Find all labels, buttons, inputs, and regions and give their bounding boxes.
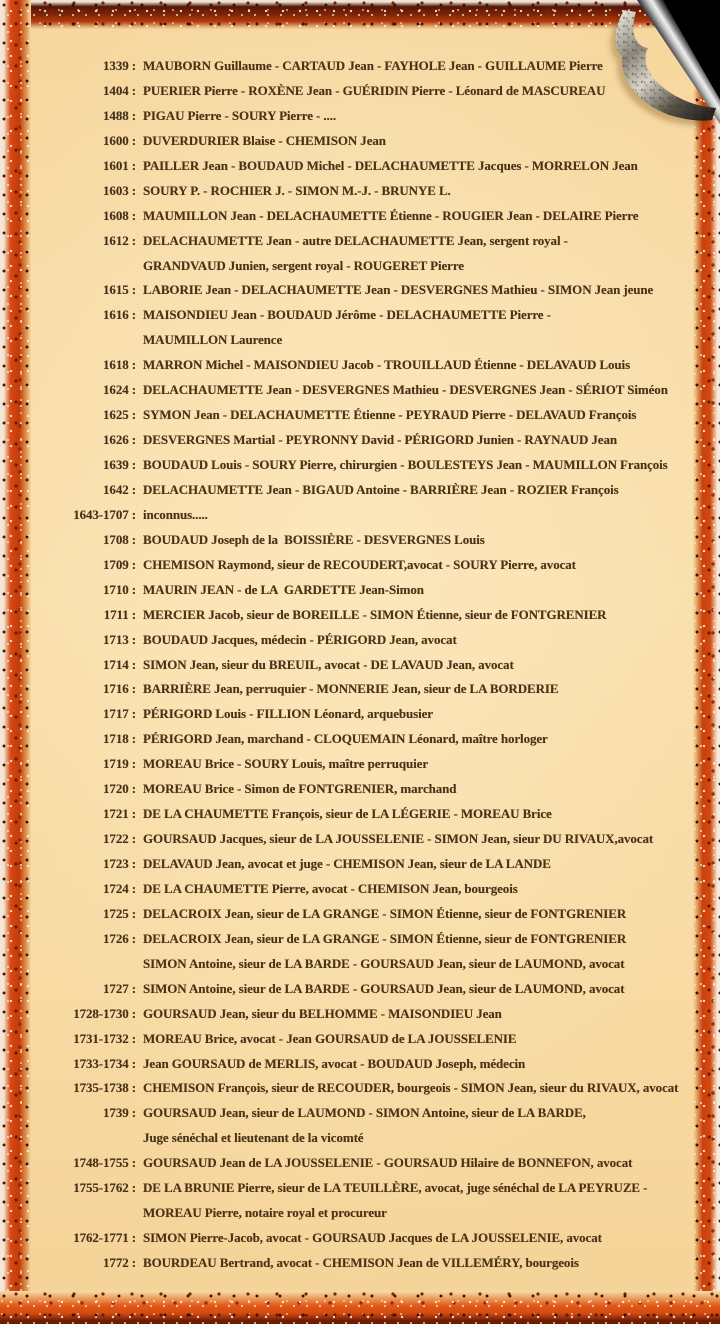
names-text: inconnus..... xyxy=(143,506,208,522)
year-label: 1615 : xyxy=(103,282,136,298)
year-label: 1716 : xyxy=(103,681,136,697)
names-text: GRANDVAUD Junien, sergent royal - ROUGERET Pierre xyxy=(143,257,464,273)
names-text: Jean GOURSAUD de MERLIS, avocat - BOUDAUD Joseph, médecin xyxy=(143,1055,526,1071)
list-item xyxy=(40,677,710,702)
names-text: DELACHAUMETTE Jean - autre DELACHAUMETTE Jean, sergent royal - xyxy=(143,232,568,248)
list-item xyxy=(40,1201,710,1226)
list-item xyxy=(40,1176,710,1201)
year-label: 1725 : xyxy=(103,905,136,921)
list-item xyxy=(40,578,710,603)
year-label: 1755-1762 : xyxy=(73,1180,136,1196)
names-text: MERCIER Jacob, sieur de BOREILLE - SIMON Étienne, sieur de FONTGRENIER xyxy=(143,606,607,622)
list-item xyxy=(40,977,710,1002)
list-item xyxy=(40,777,710,802)
names-text: MOREAU Pierre, notaire royal et procureur xyxy=(143,1205,387,1221)
names-text: MOREAU Brice - Simon de FONTGRENIER, marchand xyxy=(143,781,457,797)
year-label: 1711 : xyxy=(103,606,136,622)
year-label: 1488 : xyxy=(103,107,136,123)
ornate-border-bottom xyxy=(0,1291,720,1324)
list-item xyxy=(40,553,710,578)
list-item xyxy=(40,927,710,952)
year-label: 1601 : xyxy=(103,157,136,173)
list-item xyxy=(40,952,710,977)
list-item xyxy=(40,902,710,927)
year-label: 1339 : xyxy=(103,58,136,73)
names-text: SIMON Pierre-Jacob, avocat - GOURSAUD Jacques de LA JOUSSELENIE, avocat xyxy=(143,1230,602,1246)
year-label: 1714 : xyxy=(103,656,136,672)
names-text: DE LA CHAUMETTE Pierre, avocat - CHEMISON Jean, bourgeois xyxy=(143,880,518,896)
list-item xyxy=(40,303,710,328)
names-text: MAUMILLON Laurence xyxy=(143,332,283,348)
list-item xyxy=(40,503,710,528)
year-label: 1739 : xyxy=(103,1105,136,1121)
year-label: 1717 : xyxy=(103,706,136,722)
year-label: 1735-1738 : xyxy=(73,1080,136,1096)
names-text: MOREAU Brice, avocat - Jean GOURSAUD de LA JOUSSELENIE xyxy=(143,1030,517,1046)
names-text: DELACHAUMETTE Jean - BIGAUD Antoine - BARRIÈRE Jean - ROZIER François xyxy=(143,481,619,497)
year-label: 1608 : xyxy=(103,207,136,223)
list-item xyxy=(40,1101,710,1126)
names-text: SOURY P. - ROCHIER J. - SIMON M.-J. - BRUNYE L. xyxy=(143,182,451,198)
list-item xyxy=(40,628,710,653)
names-text: SYMON Jean - DELACHAUMETTE Étienne - PEYRAUD Pierre - DELAVAUD François xyxy=(143,407,637,423)
names-text: GOURSAUD Jacques, sieur de LA JOUSSELENIE - SIMON Jean, sieur DU RIVAUX,avocat xyxy=(143,831,654,847)
list-item xyxy=(40,802,710,827)
year-label xyxy=(40,952,136,977)
names-text: MARRON Michel - MAISONDIEU Jacob - TROUILLAUD Étienne - DELAVAUD Louis xyxy=(143,357,631,373)
names-text: DELAVAUD Jean, avocat et juge - CHEMISON Jean, sieur de LA LANDE xyxy=(143,856,551,871)
year-label: 1762-1771 : xyxy=(73,1230,136,1246)
names-text: GOURSAUD Jean de LA JOUSSELENIE - GOURSAUD Hilaire de BONNEFON, avocat xyxy=(143,1155,633,1171)
names-text: PÉRIGORD Jean, marchand - CLOQUEMAIN Léonard, maître horloger xyxy=(143,731,548,747)
year-label: 1603 : xyxy=(103,182,136,198)
list-item xyxy=(40,328,710,353)
year-label: 1748-1755 : xyxy=(73,1155,136,1171)
list-item xyxy=(40,229,710,254)
list-item xyxy=(40,727,710,752)
list-item xyxy=(40,1052,710,1077)
year-label: 1709 : xyxy=(103,556,136,572)
year-label: 1772 : xyxy=(103,1255,136,1270)
year-label: 1642 : xyxy=(103,481,136,497)
year-label: 1728-1730 : xyxy=(73,1005,136,1021)
year-label xyxy=(40,328,136,353)
year-label: 1719 : xyxy=(103,756,136,772)
names-text: BOURDEAU Bertrand, avocat - CHEMISON Jean de VILLEMÉRY, bourgeois xyxy=(143,1255,579,1270)
names-text: BOUDAUD Louis - SOURY Pierre, chirurgien - BOULESTEYS Jean - MAUMILLON François xyxy=(143,457,668,472)
names-text: SIMON Jean, sieur du BREUIL, avocat - DE LAVAUD Jean, avocat xyxy=(143,656,514,672)
list-item xyxy=(40,877,710,902)
year-label: 1733-1734 : xyxy=(73,1055,136,1071)
list-item xyxy=(40,204,710,229)
list-item xyxy=(40,827,710,852)
list-item xyxy=(40,179,710,204)
year-label: 1624 : xyxy=(103,382,136,398)
names-text: PÉRIGORD Louis - FILLION Léonard, arquebusier xyxy=(143,706,433,722)
names-text: MAISONDIEU Jean - BOUDAUD Jérôme - DELACHAUMETTE Pierre - xyxy=(143,307,551,323)
year-label: 1713 : xyxy=(103,631,136,647)
names-text: GOURSAUD Jean, sieur du BELHOMME - MAISONDIEU Jean xyxy=(143,1005,502,1021)
list-item xyxy=(40,702,710,727)
names-text: DE LA BRUNIE Pierre, sieur de LA TEUILLÈRE, avocat, juge sénéchal de LA PEYRUZE - xyxy=(143,1180,648,1196)
year-label: 1612 : xyxy=(103,232,136,248)
names-text: DESVERGNES Martial - PEYRONNY David - PÉRIGORD Junien - RAYNAUD Jean xyxy=(143,432,617,448)
year-label: 1731-1732 : xyxy=(73,1030,136,1046)
year-label xyxy=(40,1201,136,1226)
list-item xyxy=(40,1151,710,1176)
names-text: MAUMILLON Jean - DELACHAUMETTE Étienne - ROUGIER Jean - DELAIRE Pierre xyxy=(143,207,639,223)
year-label: 1724 : xyxy=(103,880,136,896)
names-text: DE LA CHAUMETTE François, sieur de LA LÉGERIE - MOREAU Brice xyxy=(143,806,552,822)
names-text: MOREAU Brice - SOURY Louis, maître perruquier xyxy=(143,756,428,772)
list-item xyxy=(40,1126,710,1151)
consuls-list xyxy=(40,54,710,1276)
names-text: MAUBORN Guillaume - CARTAUD Jean - FAYHOLE Jean - GUILLAUME Pierre xyxy=(143,58,603,73)
names-text: MAURIN JEAN - de LA GARDETTE Jean-Simon xyxy=(143,581,424,597)
year-label: 1625 : xyxy=(103,407,136,423)
names-text: PAILLER Jean - BOUDAUD Michel - DELACHAUMETTE Jacques - MORRELON Jean xyxy=(143,157,638,173)
list-item xyxy=(40,752,710,777)
list-item xyxy=(40,1076,710,1101)
ornate-border-left xyxy=(0,0,31,1324)
names-text: LABORIE Jean - DELACHAUMETTE Jean - DESVERGNES Mathieu - SIMON Jean jeune xyxy=(143,282,654,298)
names-text: GOURSAUD Jean, sieur de LAUMOND - SIMON Antoine, sieur de LA BARDE, xyxy=(143,1105,586,1121)
names-text: CHEMISON François, sieur de RECOUDER, bourgeois - SIMON Jean, sieur du RIVAUX, avocat xyxy=(143,1080,679,1096)
names-text: DELACROIX Jean, sieur de LA GRANGE - SIMON Étienne, sieur de FONTGRENIER xyxy=(143,930,627,946)
list-item xyxy=(40,603,710,628)
year-label: 1722 : xyxy=(103,831,136,847)
list-item xyxy=(40,428,710,453)
names-text: SIMON Antoine, sieur de LA BARDE - GOURSAUD Jean, sieur de LAUMOND, avocat xyxy=(143,980,625,996)
year-label: 1727 : xyxy=(103,980,136,996)
names-text: DELACHAUMETTE Jean - DESVERGNES Mathieu - DESVERGNES Jean - SÉRIOT Siméon xyxy=(143,382,668,398)
year-label: 1404 : xyxy=(103,82,136,98)
list-item xyxy=(40,528,710,553)
list-item xyxy=(40,1251,710,1276)
names-text: DELACROIX Jean, sieur de LA GRANGE - SIMON Étienne, sieur de FONTGRENIER xyxy=(143,905,627,921)
list-item xyxy=(40,478,710,503)
names-text: BOUDAUD Jacques, médecin - PÉRIGORD Jean, avocat xyxy=(143,631,457,647)
names-text: CHEMISON Raymond, sieur de RECOUDERT,avocat - SOURY Pierre, avocat xyxy=(143,556,576,572)
year-label: 1710 : xyxy=(103,581,136,597)
year-label xyxy=(40,254,136,279)
names-text: BARRIÈRE Jean, perruquier - MONNERIE Jean, sieur de LA BORDERIE xyxy=(143,681,559,697)
list-item xyxy=(40,852,710,877)
year-label: 1626 : xyxy=(103,432,136,448)
list-item xyxy=(40,403,710,428)
page-curl-icon xyxy=(550,0,720,170)
year-label: 1708 : xyxy=(103,531,136,547)
year-label: 1639 : xyxy=(103,457,136,472)
names-text: Juge sénéchal et lieutenant de la vicomté xyxy=(143,1130,364,1146)
year-label: 1643-1707 : xyxy=(73,506,136,522)
list-item xyxy=(40,278,710,303)
names-text: PIGAU Pierre - SOURY Pierre - .... xyxy=(143,107,337,123)
year-label: 1721 : xyxy=(103,806,136,822)
year-label: 1618 : xyxy=(103,357,136,373)
list-item xyxy=(40,1002,710,1027)
list-item xyxy=(40,1226,710,1251)
list-item xyxy=(40,353,710,378)
list-item xyxy=(40,254,710,279)
list-item xyxy=(40,1027,710,1052)
year-label: 1720 : xyxy=(103,781,136,797)
year-label: 1718 : xyxy=(103,731,136,747)
names-text: BOUDAUD Joseph de la BOISSIÈRE - DESVERGNES Louis xyxy=(143,531,485,547)
names-text: SIMON Antoine, sieur de LA BARDE - GOURSAUD Jean, sieur de LAUMOND, avocat xyxy=(143,955,625,971)
year-label: 1616 : xyxy=(103,307,136,323)
year-label: 1726 : xyxy=(103,930,136,946)
names-text: DUVERDURIER Blaise - CHEMISON Jean xyxy=(143,132,386,148)
year-label xyxy=(40,1126,136,1151)
names-text: PUERIER Pierre - ROXÈNE Jean - GUÉRIDIN Pierre - Léonard de MASCUREAU xyxy=(143,82,606,98)
list-item xyxy=(40,378,710,403)
year-label: 1600 : xyxy=(103,132,136,148)
list-item xyxy=(40,453,710,478)
year-label: 1723 : xyxy=(103,856,136,871)
list-item xyxy=(40,653,710,678)
